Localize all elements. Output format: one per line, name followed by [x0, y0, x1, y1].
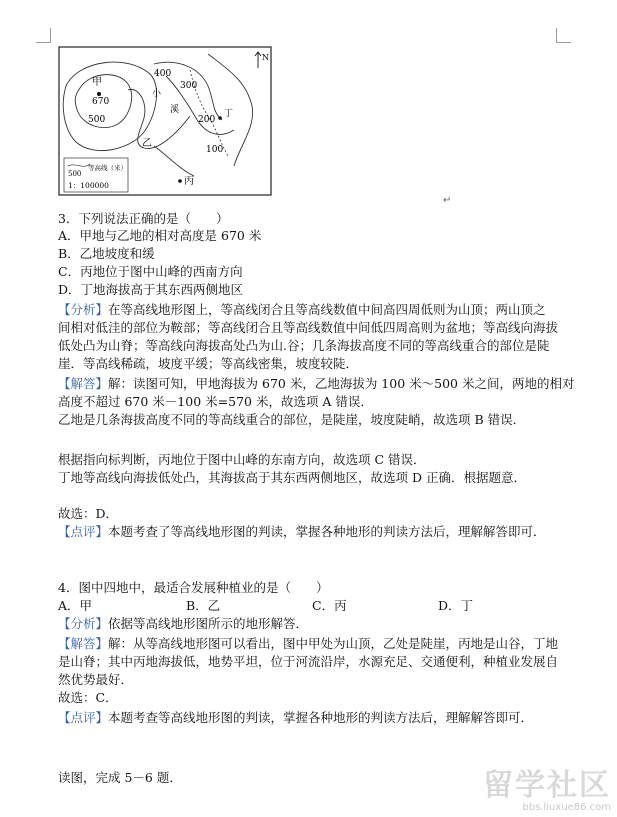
watermark-url: bbs.liuxue86.com — [522, 802, 611, 813]
q3-analysis-line-1: 【分析】在等高线地形图上，等高线闭合且等高线数值中间高四周低则为山顶；两山顶之 — [58, 302, 546, 317]
q3-option-b: B．乙地坡度和缓 — [58, 246, 155, 261]
q3-comment: 【点评】本题考查了等高线地形图的判读，掌握各种地形的判读方法后，理解解答即可． — [58, 524, 546, 539]
label-n: N — [262, 53, 269, 62]
q4-choice: 故选：C． — [58, 690, 118, 705]
next-instruction: 读图，完成 5－6 题． — [58, 770, 182, 785]
legend-scale: 1：100000 — [68, 181, 109, 190]
q4-stem: 4．图中四地中，最适合发展种植业的是（ ） — [58, 580, 329, 595]
peak-dot — [97, 92, 101, 96]
q4-analysis-tag: 【分析】 — [58, 616, 109, 631]
q4-answer-line-2: 是山脊；其中丙地海拔低，地势平坦，位于河流沿岸，水源充足、交通便利，种植业发展自 — [58, 654, 559, 669]
contour-map — [58, 46, 272, 196]
label-300: 300 — [180, 81, 198, 91]
page-corner-mark-left — [36, 28, 51, 43]
ding-dot — [218, 116, 222, 120]
label-xi: 溪 — [170, 105, 180, 115]
label-bing: 丙 — [184, 176, 194, 187]
bing-dot — [178, 179, 182, 183]
q3-option-a: A．甲地与乙地的相对高度是 670 米 — [58, 228, 262, 243]
q4-option-a: A．甲 — [58, 598, 93, 613]
q4-option-c: C．丙 — [312, 598, 347, 613]
label-670: 670 — [92, 97, 110, 107]
watermark — [483, 770, 611, 813]
paragraph-mark: ↵ — [443, 195, 452, 206]
q4-analysis: 【分析】依据等高线地形图所示的地形解答． — [58, 616, 309, 631]
legend-value: 500 — [68, 170, 82, 178]
q3-answer-tag: 【解答】 — [58, 376, 109, 391]
label-jia: 甲 — [92, 77, 102, 88]
label-xiao: 小 — [152, 89, 162, 99]
q3-choice: 故选：D． — [58, 506, 119, 521]
q4-option-d: D．丁 — [438, 598, 474, 613]
watermark-logo: 留学社区 — [483, 768, 611, 803]
page-corner-mark-right — [556, 28, 571, 43]
q4-comment: 【点评】本题考查等高线地形图的判读，掌握各种地形的判读方法后，理解解答即可． — [58, 710, 534, 725]
q4-comment-tag: 【点评】 — [58, 710, 109, 725]
q3-analysis-tag: 【分析】 — [58, 302, 109, 317]
q3-stem: 3．下列说法正确的是（ ） — [58, 211, 229, 226]
q3-answer-line-1: 【解答】解：读图可知，甲地海拔为 670 米，乙地海拔为 100 米～500 米之间，两地的相对 — [58, 376, 575, 391]
q3-option-d: D．丁地海拔高于其东西两侧地区 — [58, 282, 244, 297]
label-400: 400 — [154, 69, 172, 79]
label-ding: 丁 — [224, 109, 234, 119]
label-yi: 乙 — [142, 138, 152, 149]
q3-analysis-line-4: 崖．等高线稀疏，坡度平缓；等高线密集，坡度较陡． — [58, 356, 359, 371]
q3-option-c: C．丙地位于图中山峰的西南方向 — [58, 264, 243, 279]
q4-answer-line-3: 然优势最好． — [58, 672, 134, 687]
q3-answer-line-5: 丁地等高线向海拔低处凸，其海拔高于其东西两侧地区，故选项 D 正确．根据题意． — [58, 470, 526, 485]
q4-answer-tag: 【解答】 — [58, 636, 109, 651]
q3-answer-line-3: 乙地是几条海拔高度不同的等高线重合的部位，是陡崖，坡度陡峭，故选项 B 错误． — [58, 412, 526, 427]
q3-answer-line-2: 高度不超过 670 米－100 米=570 米，故选项 A 错误． — [58, 394, 373, 409]
q4-option-b: B．乙 — [186, 598, 221, 613]
q3-comment-tag: 【点评】 — [58, 524, 109, 539]
label-200: 200 — [198, 115, 216, 125]
label-100: 100 — [206, 145, 224, 155]
legend-text: 等高线（米） — [88, 164, 127, 172]
q3-answer-line-4: 根据指向标判断，丙地位于图中山峰的东南方向，故选项 C 错误． — [58, 452, 426, 467]
q3-analysis-line-2: 间相对低洼的部位为鞍部；等高线闭合且等高线数值中间低四周高则为盆地；等高线向海拔 — [58, 320, 559, 335]
q3-analysis-line-3: 低处凸为山脊；等高线向海拔高处凸为山.谷；几条海拔高度不同的等高线重合的部位是陡 — [58, 338, 550, 353]
q4-answer-line-1: 【解答】解：从等高线地形图可以看出，图中甲处为山顶，乙处是陡崖，丙地是山谷，丁地 — [58, 636, 559, 651]
label-500: 500 — [88, 115, 106, 125]
